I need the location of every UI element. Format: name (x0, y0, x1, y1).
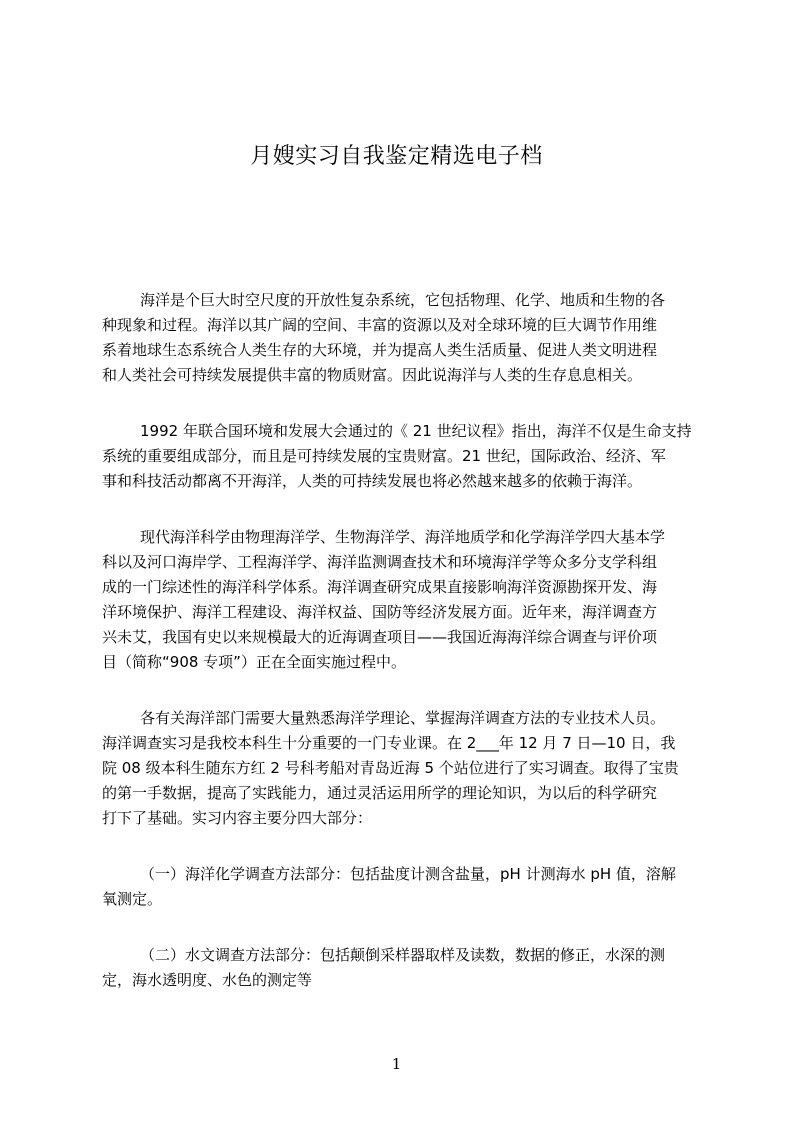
paragraph-line: 海洋调查实习是我校本科生十分重要的一门专业课。在 2___年 12 月 7 日—10 日，我 (102, 734, 676, 752)
document-title: 月嫂实习自我鉴定精选电子档 (250, 144, 543, 169)
paragraph-line: 科以及河口海岸学、工程海洋学、海洋监测调查技术和环境海洋学等众多分支学科组 (102, 553, 658, 571)
document-body (102, 288, 698, 1024)
paragraph-line: 种现象和过程。海洋以其广阔的空间、丰富的资源以及对全球环境的巨大调节作用维 (102, 316, 658, 334)
paragraph-line: 院 08 级本科生随东方红 2 号科考船对青岛近海 5 个站位进行了实习调查。取得了宝贵 (102, 759, 679, 777)
paragraph-line: 打下了基础。实习内容主要分四大部分： (102, 809, 373, 827)
paragraph-3 (102, 525, 698, 675)
paragraph-line: 洋环境保护、海洋工程建设、海洋权益、国防等经济发展方面。近年来，海洋调查方 (102, 603, 658, 621)
paragraph-line: 兴未艾，我国有史以来规模最大的近海调查项目——我国近海海洋综合调查与评价项 (102, 628, 658, 646)
paragraph-6 (102, 943, 698, 993)
paragraph-line: （一）海洋化学调查方法部分：包括盐度计测含盐量，pH 计测海水 pH 值，溶解 (140, 865, 676, 883)
paragraph-line: 的第一手数据，提高了实践能力，通过灵活运用所学的理论知识，为以后的科学研究 (102, 784, 658, 802)
paragraph-line: 系统的重要组成部分，而且是可持续发展的宝贵财富。21 世纪，国际政治、经济、军 (102, 447, 666, 465)
paragraph-line: 目（简称“908 专项”）正在全面实施过程中。 (102, 653, 406, 671)
paragraph-5 (102, 862, 698, 912)
paragraph-line: 和人类社会可持续发展提供丰富的物质财富。因此说海洋与人类的生存息息相关。 (102, 366, 643, 384)
paragraph-2 (102, 419, 698, 494)
paragraph-line: 现代海洋科学由物理海洋学、生物海洋学、海洋地质学和化学海洋学四大基本学 (140, 528, 666, 546)
paragraph-line: （二）水文调查方法部分：包括颠倒采样器取样及读数，数据的修正，水深的测 (140, 946, 666, 964)
paragraph-line: 各有关海洋部门需要大量熟悉海洋学理论、掌握海洋调查方法的专业技术人员。 (140, 709, 666, 727)
paragraph-1 (102, 288, 698, 388)
page-number: 1 (391, 1055, 402, 1073)
paragraph-4 (102, 706, 698, 831)
paragraph-line: 成的一门综述性的海洋科学体系。海洋调查研究成果直接影响海洋资源勘探开发、海 (102, 578, 658, 596)
paragraph-line: 系着地球生态系统合人类生存的大环境，并为提高人类生活质量、促进人类文明进程 (102, 341, 658, 359)
paragraph-line: 定，海水透明度、水色的测定等 (102, 971, 313, 989)
paragraph-line: 氧测定。 (102, 890, 163, 908)
paragraph-line: 事和科技活动都离不开海洋，人类的可持续发展也将必然越来越多的依赖于海洋。 (102, 472, 643, 490)
paragraph-line: 海洋是个巨大时空尺度的开放性复杂系统，它包括物理、化学、地质和生物的各 (140, 291, 666, 309)
paragraph-line: 1992 年联合国环境和发展大会通过的《 21 世纪议程》指出，海洋不仅是生命支持 (140, 422, 692, 440)
